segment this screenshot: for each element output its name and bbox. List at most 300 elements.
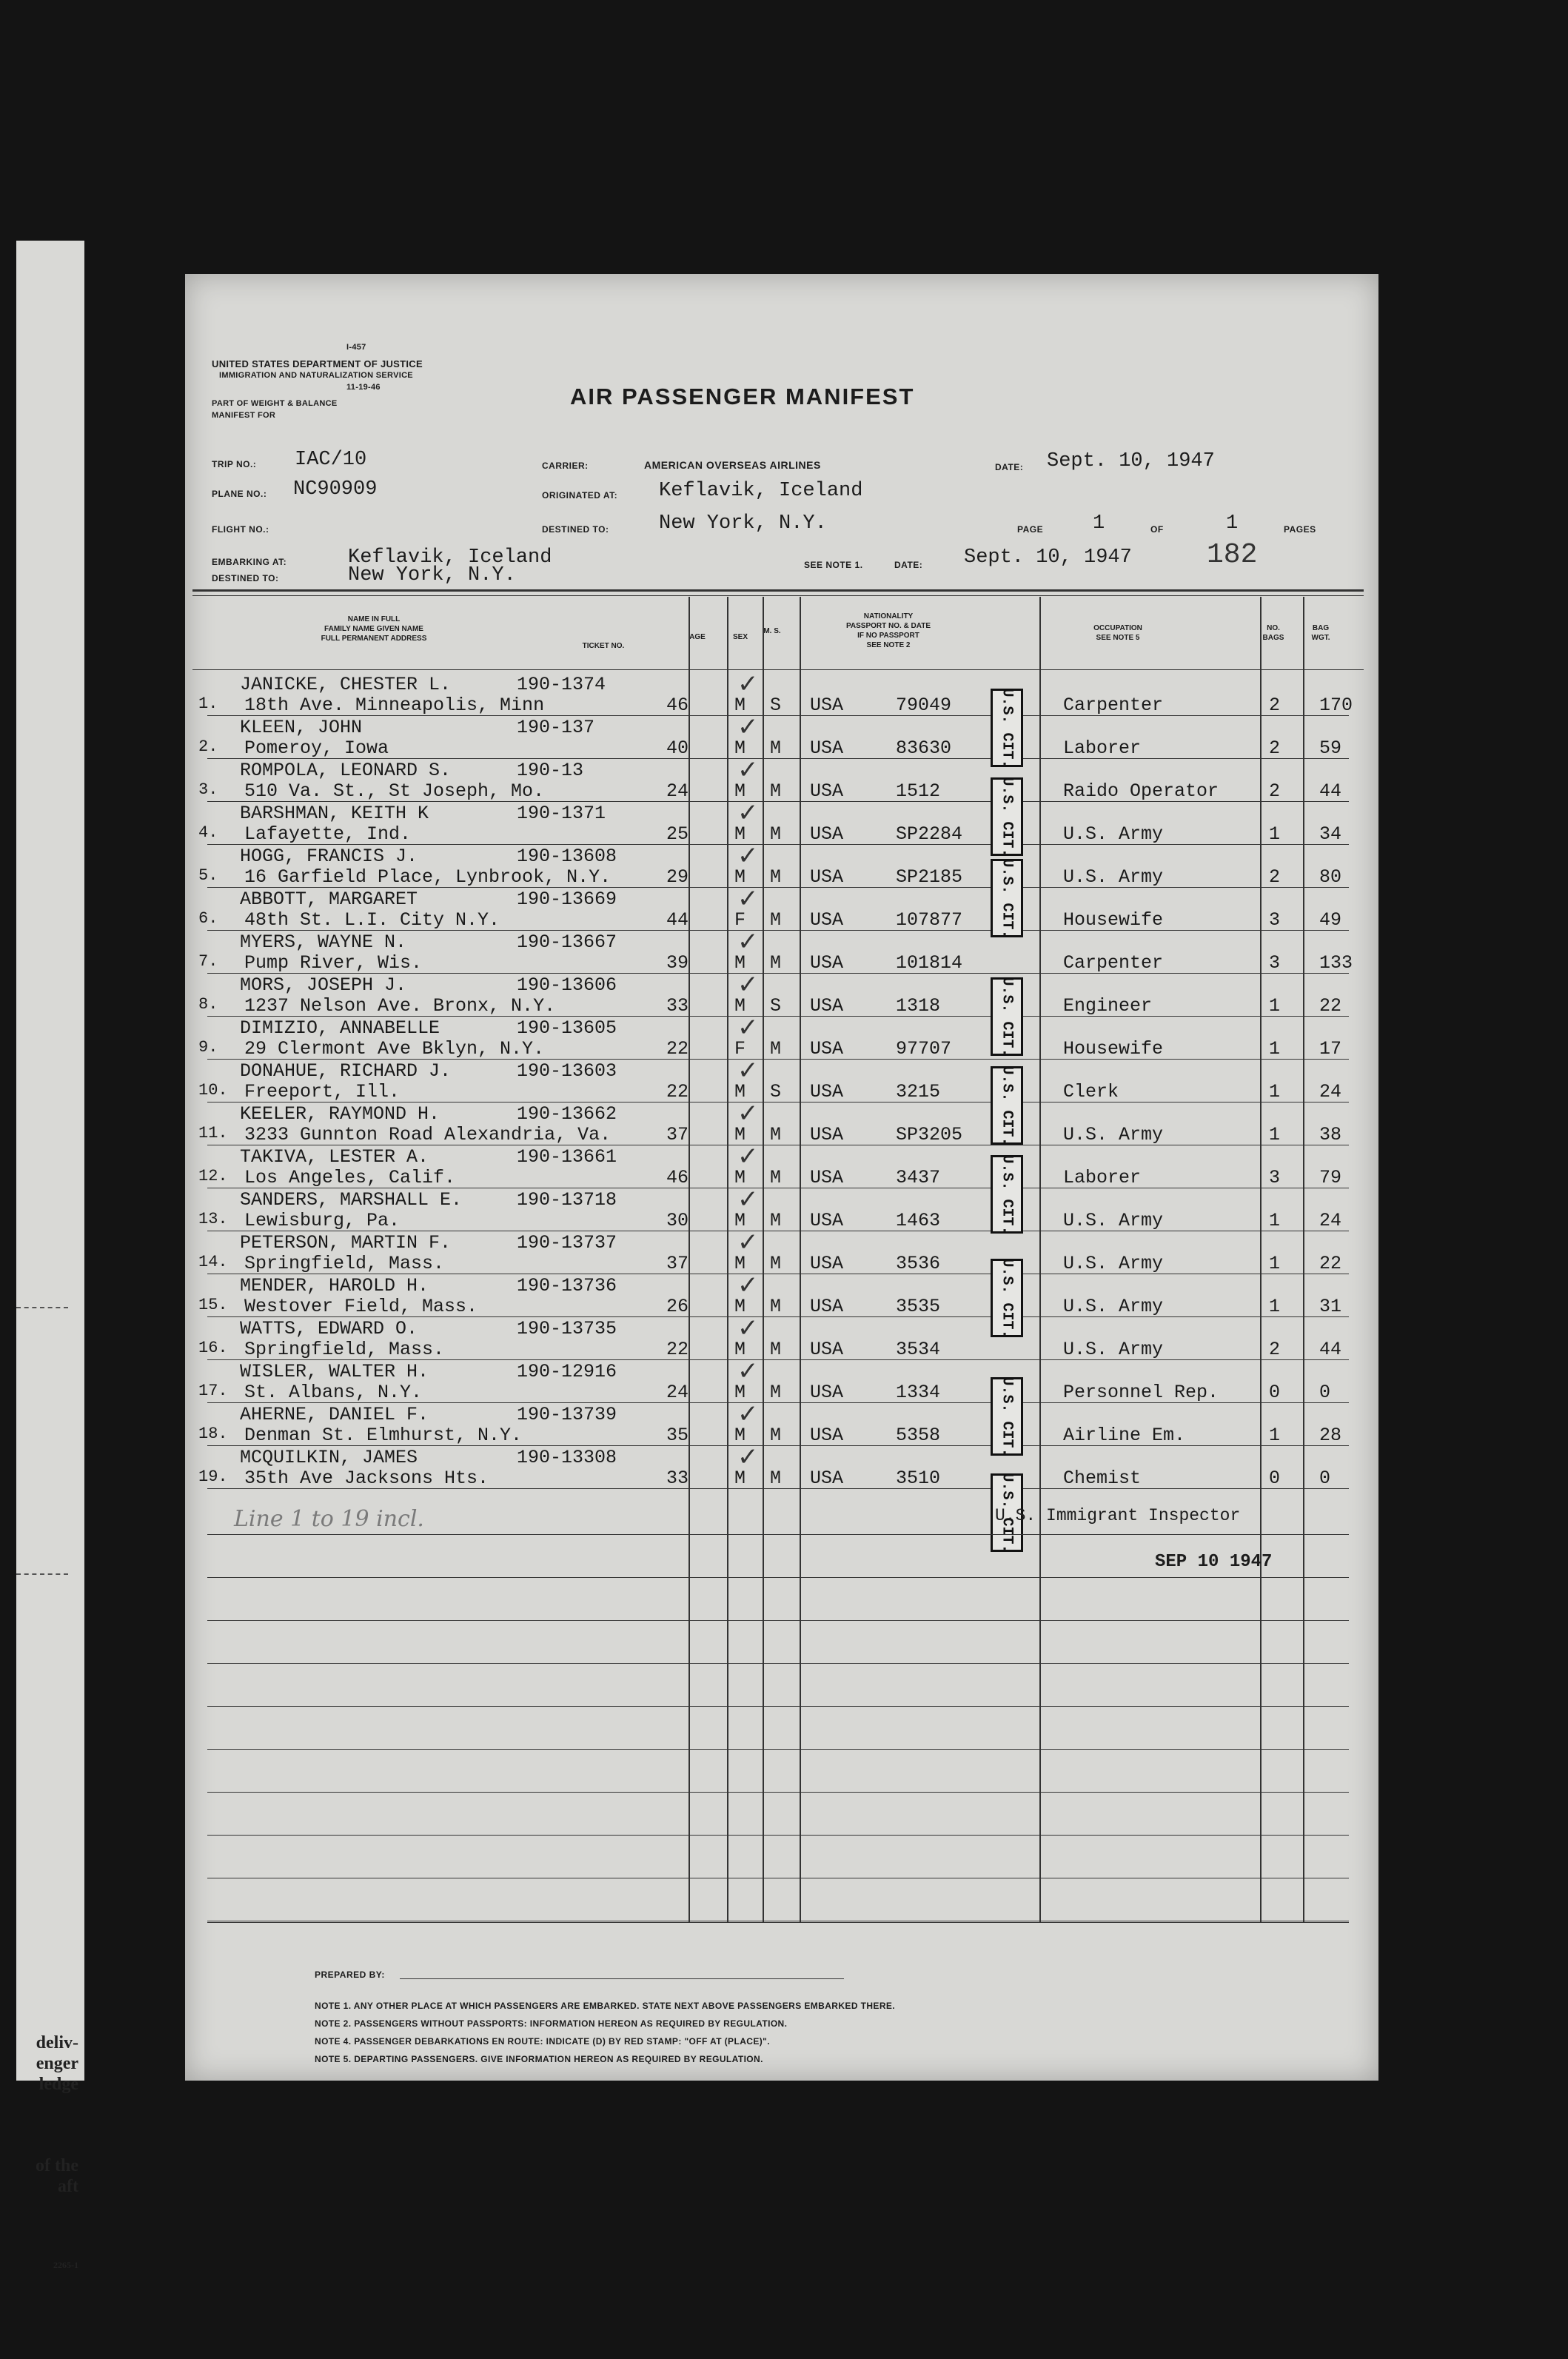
edge-fragment: 2265-1 (53, 2260, 78, 2270)
passenger-nat: USA (810, 780, 844, 802)
form-date: 11-19-46 (346, 383, 381, 392)
passenger-num: 12. (198, 1167, 228, 1185)
check-mark-icon: ✓ (737, 1228, 759, 1257)
trip-label: TRIP NO.: (212, 459, 257, 469)
passenger-address: Westover Field, Mass. (244, 1296, 478, 1317)
passenger-sex: M (734, 1124, 746, 1145)
passenger-nat: USA (810, 1468, 844, 1489)
passenger-ms: M (770, 1339, 782, 1360)
passenger-sex: M (734, 1210, 746, 1231)
passenger-num: 8. (198, 995, 218, 1014)
passenger-passport: SP3205 (896, 1124, 963, 1145)
passenger-nat: USA (810, 909, 844, 931)
check-mark-icon: ✓ (737, 1099, 759, 1128)
passenger-passport: 3536 (896, 1253, 941, 1274)
passenger-row (185, 1142, 1378, 1188)
passenger-sex: F (734, 1038, 746, 1060)
passenger-ms: M (770, 823, 782, 845)
col-head-bags: NO. BAGS (1262, 624, 1284, 642)
edge-fragment: aft (58, 2177, 78, 2196)
passenger-nat: USA (810, 1038, 844, 1060)
passenger-age: 40 (666, 737, 689, 759)
blank-row-rule (207, 1749, 1349, 1750)
passenger-row (185, 1013, 1378, 1060)
passenger-name: MORS, JOSEPH J. (240, 974, 407, 996)
citizenship-stamp: U.S. CIT. (991, 1066, 1023, 1145)
table-bottom-rule (207, 1922, 1349, 1923)
passenger-ticket: 190-13735 (517, 1318, 617, 1339)
passenger-wgt: 44 (1319, 780, 1342, 802)
passenger-nat: USA (810, 952, 844, 974)
passenger-sex: M (734, 1253, 746, 1274)
passenger-row (185, 798, 1378, 845)
passenger-row (185, 884, 1378, 931)
passenger-name: DONAHUE, RICHARD J. (240, 1060, 452, 1082)
passenger-ms: M (770, 866, 782, 888)
passenger-wgt: 0 (1319, 1382, 1331, 1403)
passenger-passport: 5358 (896, 1425, 941, 1446)
passenger-nat: USA (810, 1425, 844, 1446)
date-label: DATE: (995, 462, 1024, 472)
passenger-nat: USA (810, 1382, 844, 1403)
passenger-num: 13. (198, 1210, 228, 1228)
passenger-passport: 3510 (896, 1468, 941, 1489)
passenger-occ: Chemist (1063, 1468, 1142, 1489)
passenger-ms: S (770, 995, 782, 1017)
passenger-ticket: 190-137 (517, 717, 595, 738)
passenger-nat: USA (810, 737, 844, 759)
check-mark-icon: ✓ (737, 1185, 759, 1214)
passenger-sex: M (734, 780, 746, 802)
passenger-ticket: 190-1374 (517, 674, 606, 695)
check-mark-icon: ✓ (737, 841, 759, 871)
passenger-bags: 1 (1269, 1210, 1281, 1231)
col-head-age: AGE (689, 633, 706, 641)
passenger-occ: Carpenter (1063, 695, 1164, 716)
passenger-bags: 3 (1269, 909, 1281, 931)
originated-value: Keflavik, Iceland (659, 480, 863, 502)
passenger-wgt: 22 (1319, 995, 1342, 1017)
passenger-row (185, 1442, 1378, 1489)
passenger-address: Pomeroy, Iowa (244, 737, 389, 759)
passenger-bags: 1 (1269, 1081, 1281, 1102)
passenger-passport: 1512 (896, 780, 941, 802)
passenger-address: Los Angeles, Calif. (244, 1167, 456, 1188)
passenger-passport: 1463 (896, 1210, 941, 1231)
passenger-ms: M (770, 1167, 782, 1188)
passenger-age: 37 (666, 1124, 689, 1145)
passenger-row (185, 712, 1378, 759)
passenger-age: 33 (666, 995, 689, 1017)
passenger-num: 6. (198, 909, 218, 928)
passenger-age: 24 (666, 1382, 689, 1403)
part-line-2: MANIFEST FOR (212, 411, 276, 420)
passenger-occ: Laborer (1063, 1167, 1142, 1188)
passenger-ticket: 190-13606 (517, 974, 617, 996)
passenger-ticket: 190-13608 (517, 846, 617, 867)
passenger-name: TAKIVA, LESTER A. (240, 1146, 429, 1168)
citizenship-stamp: U.S. CIT. (991, 1377, 1023, 1456)
passenger-wgt: 24 (1319, 1210, 1342, 1231)
citizenship-stamp: U.S. CIT. (991, 859, 1023, 937)
passenger-ticket: 190-13308 (517, 1447, 617, 1468)
passenger-ticket: 190-13739 (517, 1404, 617, 1425)
passenger-bags: 0 (1269, 1382, 1281, 1403)
passenger-passport: 79049 (896, 695, 952, 716)
passenger-sex: M (734, 1339, 746, 1360)
passenger-row (185, 1056, 1378, 1102)
passenger-row (185, 1099, 1378, 1145)
originated-label: ORIGINATED AT: (542, 490, 618, 501)
passenger-num: 11. (198, 1124, 228, 1142)
passenger-address: St. Albans, N.Y. (244, 1382, 423, 1403)
passenger-ticket: 190-13605 (517, 1017, 617, 1039)
passenger-name: ABBOTT, MARGARET (240, 889, 418, 910)
edge-fragment: enger (36, 2054, 78, 2073)
passenger-wgt: 17 (1319, 1038, 1342, 1060)
citizenship-stamp: U.S. CIT. (991, 689, 1023, 767)
passenger-row (185, 927, 1378, 974)
passenger-address: Freeport, Ill. (244, 1081, 401, 1102)
passenger-bags: 2 (1269, 1339, 1281, 1360)
passenger-address: Lafayette, Ind. (244, 823, 412, 845)
inspector-date-stamp: SEP 10 1947 (1155, 1552, 1273, 1572)
note-4: NOTE 4. PASSENGER DEBARKATIONS EN ROUTE: INDICATE (D) BY RED STAMP: "OFF AT (PLACE)". (315, 2036, 770, 2047)
passenger-address: 510 Va. St., St Joseph, Mo. (244, 780, 545, 802)
passenger-address: Springfield, Mass. (244, 1253, 445, 1274)
passenger-address: Pump River, Wis. (244, 952, 423, 974)
date-value: Sept. 10, 1947 (1047, 450, 1215, 472)
passenger-address: 48th St. L.I. City N.Y. (244, 909, 500, 931)
passenger-passport: 97707 (896, 1038, 952, 1060)
passenger-occ: Airline Em. (1063, 1425, 1186, 1446)
passenger-age: 22 (666, 1038, 689, 1060)
passenger-bags: 1 (1269, 823, 1281, 845)
passenger-occ: Carpenter (1063, 952, 1164, 974)
passenger-name: DIMIZIO, ANNABELLE (240, 1017, 440, 1039)
passenger-ms: M (770, 909, 782, 931)
passenger-occ: U.S. Army (1063, 1339, 1164, 1360)
passenger-occ: Housewife (1063, 1038, 1164, 1060)
of-label: OF (1150, 524, 1164, 535)
passenger-age: 39 (666, 952, 689, 974)
edge-fragment: ledge (38, 2075, 78, 2094)
embarking-value: Keflavik, Iceland (348, 546, 552, 569)
passenger-address: Springfield, Mass. (244, 1339, 445, 1360)
passenger-ticket: 190-12916 (517, 1361, 617, 1382)
passenger-age: 44 (666, 909, 689, 931)
service-line: IMMIGRATION AND NATURALIZATION SERVICE (219, 371, 413, 380)
passenger-num: 3. (198, 780, 218, 799)
col-head-weight: BAG WGT. (1311, 624, 1330, 642)
check-mark-icon: ✓ (737, 755, 759, 785)
pages-label: PAGES (1284, 524, 1316, 535)
passenger-row (185, 1271, 1378, 1317)
passenger-bags: 2 (1269, 780, 1281, 802)
passenger-num: 1. (198, 695, 218, 713)
plane-label: PLANE NO.: (212, 489, 267, 499)
passenger-address: 16 Garfield Place, Lynbrook, N.Y. (244, 866, 612, 888)
passenger-ticket: 190-13718 (517, 1189, 617, 1211)
passenger-num: 14. (198, 1253, 228, 1271)
passenger-row (185, 669, 1378, 716)
passenger-sex: M (734, 695, 746, 716)
passenger-nat: USA (810, 1296, 844, 1317)
note-5: NOTE 5. DEPARTING PASSENGERS. GIVE INFORMATION HEREON AS REQUIRED BY REGULATION. (315, 2054, 763, 2064)
citizenship-stamp: U.S. CIT. (991, 1155, 1023, 1234)
passenger-ticket: 190-13 (517, 760, 584, 781)
passenger-passport: 3534 (896, 1339, 941, 1360)
passenger-age: 35 (666, 1425, 689, 1446)
passenger-num: 2. (198, 737, 218, 756)
passenger-wgt: 49 (1319, 909, 1342, 931)
manifest-sheet (185, 274, 1378, 2081)
check-mark-icon: ✓ (737, 712, 759, 742)
citizenship-stamp: U.S. CIT. (991, 777, 1023, 856)
passenger-nat: USA (810, 823, 844, 845)
check-mark-icon: ✓ (737, 1056, 759, 1085)
passenger-occ: Housewife (1063, 909, 1164, 931)
handwritten-line-note: Line 1 to 19 incl. (234, 1506, 424, 1532)
passenger-ms: M (770, 780, 782, 802)
passenger-nat: USA (810, 695, 844, 716)
passenger-ticket: 190-13662 (517, 1103, 617, 1125)
passenger-occ: U.S. Army (1063, 1124, 1164, 1145)
passenger-num: 9. (198, 1038, 218, 1057)
passenger-name: WISLER, WALTER H. (240, 1361, 429, 1382)
see-note-label: SEE NOTE 1. (804, 560, 863, 570)
note-2: NOTE 2. PASSENGERS WITHOUT PASSPORTS: INFORMATION HEREON AS REQUIRED BY REGULATION. (315, 2018, 788, 2029)
blank-row-rule (207, 1663, 1349, 1664)
passenger-bags: 2 (1269, 866, 1281, 888)
passenger-wgt: 133 (1319, 952, 1353, 974)
handwritten-number: 182 (1207, 539, 1258, 571)
check-mark-icon: ✓ (737, 970, 759, 1000)
col-head-occupation: OCCUPATION SEE NOTE 5 (1093, 624, 1142, 642)
passenger-nat: USA (810, 1339, 844, 1360)
passenger-nat: USA (810, 1167, 844, 1188)
passenger-ticket: 190-1371 (517, 803, 606, 824)
passenger-address: Denman St. Elmhurst, N.Y. (244, 1425, 523, 1446)
passenger-age: 26 (666, 1296, 689, 1317)
blank-row-rule (207, 1534, 1349, 1535)
trip-value: IAC/10 (295, 449, 367, 471)
passenger-ms: M (770, 1382, 782, 1403)
passenger-sex: M (734, 1425, 746, 1446)
destined-label: DESTINED TO: (542, 524, 609, 535)
passenger-row (185, 755, 1378, 802)
prepared-by-line (400, 1978, 844, 1979)
adjacent-frame-edge (16, 241, 84, 2270)
passenger-address: 3233 Gunnton Road Alexandria, Va. (244, 1124, 612, 1145)
passenger-wgt: 28 (1319, 1425, 1342, 1446)
check-mark-icon: ✓ (737, 669, 759, 699)
page-title: AIR PASSENGER MANIFEST (570, 384, 915, 409)
passenger-occ: U.S. Army (1063, 823, 1164, 845)
header-rule-thin (192, 595, 1364, 596)
passenger-ms: M (770, 952, 782, 974)
passenger-occ: Engineer (1063, 995, 1153, 1017)
passenger-sex: M (734, 823, 746, 845)
blank-row-rule (207, 1706, 1349, 1707)
passenger-ticket: 190-13661 (517, 1146, 617, 1168)
passenger-name: JANICKE, CHESTER L. (240, 674, 452, 695)
passenger-name: BARSHMAN, KEITH K (240, 803, 429, 824)
check-mark-icon: ✓ (737, 798, 759, 828)
passenger-occ: U.S. Army (1063, 1210, 1164, 1231)
passenger-bags: 1 (1269, 1038, 1281, 1060)
passenger-ms: M (770, 1296, 782, 1317)
passenger-ms: M (770, 1425, 782, 1446)
destined-to-value: New York, N.Y. (348, 564, 516, 586)
passenger-sex: M (734, 1081, 746, 1102)
part-line: PART OF WEIGHT & BALANCE (212, 399, 338, 408)
passenger-age: 22 (666, 1081, 689, 1102)
passenger-wgt: 0 (1319, 1468, 1331, 1489)
passenger-age: 46 (666, 1167, 689, 1188)
destined-value: New York, N.Y. (659, 512, 827, 535)
check-mark-icon: ✓ (737, 1314, 759, 1343)
passenger-age: 29 (666, 866, 689, 888)
check-mark-icon: ✓ (737, 884, 759, 914)
date2-value: Sept. 10, 1947 (964, 546, 1132, 569)
passenger-address: 35th Ave Jacksons Hts. (244, 1468, 489, 1489)
passenger-bags: 2 (1269, 695, 1281, 716)
passenger-age: 22 (666, 1339, 689, 1360)
passenger-occ: U.S. Army (1063, 866, 1164, 888)
passenger-sex: M (734, 1382, 746, 1403)
passenger-passport: 3535 (896, 1296, 941, 1317)
blank-row-rule (207, 1577, 1349, 1578)
citizenship-stamp: U.S. CIT. (991, 977, 1023, 1056)
destined-to-label: DESTINED TO: (212, 573, 279, 583)
passenger-num: 7. (198, 952, 218, 971)
col-head-nationality: NATIONALITY PASSPORT NO. & DATE IF NO PASSPORT SEE NOTE 2 (845, 612, 931, 649)
passenger-age: 25 (666, 823, 689, 845)
passenger-num: 19. (198, 1468, 228, 1486)
passenger-occ: Clerk (1063, 1081, 1119, 1102)
passenger-bags: 1 (1269, 1124, 1281, 1145)
passenger-occ: Personnel Rep. (1063, 1382, 1219, 1403)
passenger-address: Lewisburg, Pa. (244, 1210, 401, 1231)
passenger-num: 10. (198, 1081, 228, 1100)
passenger-num: 15. (198, 1296, 228, 1314)
passenger-ms: M (770, 1253, 782, 1274)
check-mark-icon: ✓ (737, 927, 759, 957)
passenger-ticket: 190-13737 (517, 1232, 617, 1254)
page-value: 1 (1093, 512, 1105, 535)
passenger-nat: USA (810, 1210, 844, 1231)
passenger-passport: 101814 (896, 952, 963, 974)
edge-fragment: deliv- (36, 2033, 78, 2052)
passenger-passport: 1318 (896, 995, 941, 1017)
col-head-name: NAME IN FULL FAMILY NAME GIVEN NAME FULL PERMANENT ADDRESS (321, 615, 427, 643)
check-mark-icon: ✓ (737, 1271, 759, 1300)
passenger-nat: USA (810, 1081, 844, 1102)
passenger-wgt: 59 (1319, 737, 1342, 759)
passenger-wgt: 38 (1319, 1124, 1342, 1145)
passenger-ticket: 190-13736 (517, 1275, 617, 1296)
passenger-bags: 1 (1269, 1253, 1281, 1274)
inspector-text: U.S. Immigrant Inspector (995, 1506, 1241, 1525)
passenger-name: AHERNE, DANIEL F. (240, 1404, 429, 1425)
passenger-address: 18th Ave. Minneapolis, Minn (244, 695, 545, 716)
passenger-occ: U.S. Army (1063, 1296, 1164, 1317)
col-head-ticket: TICKET NO. (582, 642, 625, 650)
passenger-bags: 3 (1269, 952, 1281, 974)
citizenship-stamp: U.S. CIT. (991, 1473, 1023, 1552)
passenger-name: MYERS, WAYNE N. (240, 931, 407, 953)
blank-row-rule (207, 1835, 1349, 1836)
embarking-label: EMBARKING AT: (212, 557, 287, 567)
plane-value: NC90909 (293, 478, 378, 501)
passenger-passport: 3215 (896, 1081, 941, 1102)
page-label: PAGE (1017, 524, 1044, 535)
passenger-occ: Laborer (1063, 737, 1142, 759)
passenger-sex: M (734, 1167, 746, 1188)
passenger-row (185, 1185, 1378, 1231)
col-head-ms: M. S. (763, 627, 781, 635)
passenger-ms: S (770, 1081, 782, 1102)
passenger-address: 29 Clermont Ave Bklyn, N.Y. (244, 1038, 545, 1060)
passenger-sex: M (734, 737, 746, 759)
passenger-num: 17. (198, 1382, 228, 1400)
passenger-num: 5. (198, 866, 218, 885)
passenger-wgt: 31 (1319, 1296, 1342, 1317)
passenger-num: 16. (198, 1339, 228, 1357)
passenger-sex: M (734, 1468, 746, 1489)
passenger-sex: F (734, 909, 746, 931)
passenger-name: KLEEN, JOHN (240, 717, 363, 738)
passenger-wgt: 44 (1319, 1339, 1342, 1360)
blank-row-rule (207, 1792, 1349, 1793)
passenger-passport: 1334 (896, 1382, 941, 1403)
passenger-ms: M (770, 1468, 782, 1489)
carrier-label: CARRIER: (542, 461, 589, 471)
note-1: NOTE 1. ANY OTHER PLACE AT WHICH PASSENGERS ARE EMBARKED. STATE NEXT ABOVE PASSENGERS EMBARKED THERE. (315, 2001, 896, 2011)
passenger-name: WATTS, EDWARD O. (240, 1318, 418, 1339)
passenger-ms: S (770, 695, 782, 716)
passenger-wgt: 170 (1319, 695, 1353, 716)
form-number: I-457 (346, 343, 366, 352)
passenger-bags: 0 (1269, 1468, 1281, 1489)
flight-label: FLIGHT NO.: (212, 524, 269, 535)
passenger-bags: 2 (1269, 737, 1281, 759)
passenger-name: SANDERS, MARSHALL E. (240, 1189, 463, 1211)
passenger-passport: SP2185 (896, 866, 963, 888)
passenger-address: 1237 Nelson Ave. Bronx, N.Y. (244, 995, 556, 1017)
passenger-wgt: 79 (1319, 1167, 1342, 1188)
passenger-nat: USA (810, 1124, 844, 1145)
passenger-ticket: 190-13669 (517, 889, 617, 910)
passenger-row (185, 1228, 1378, 1274)
edge-fragment: of the (36, 2156, 78, 2175)
passenger-passport: 83630 (896, 737, 952, 759)
passenger-name: MENDER, HAROLD H. (240, 1275, 429, 1296)
passenger-name: MCQUILKIN, JAMES (240, 1447, 418, 1468)
passenger-ms: M (770, 1124, 782, 1145)
passenger-wgt: 24 (1319, 1081, 1342, 1102)
passenger-bags: 3 (1269, 1167, 1281, 1188)
passenger-ms: M (770, 737, 782, 759)
passenger-nat: USA (810, 1253, 844, 1274)
header-rule (192, 589, 1364, 592)
passenger-age: 46 (666, 695, 689, 716)
passenger-name: ROMPOLA, LEONARD S. (240, 760, 452, 781)
passenger-sex: M (734, 995, 746, 1017)
passenger-age: 33 (666, 1468, 689, 1489)
passenger-age: 37 (666, 1253, 689, 1274)
